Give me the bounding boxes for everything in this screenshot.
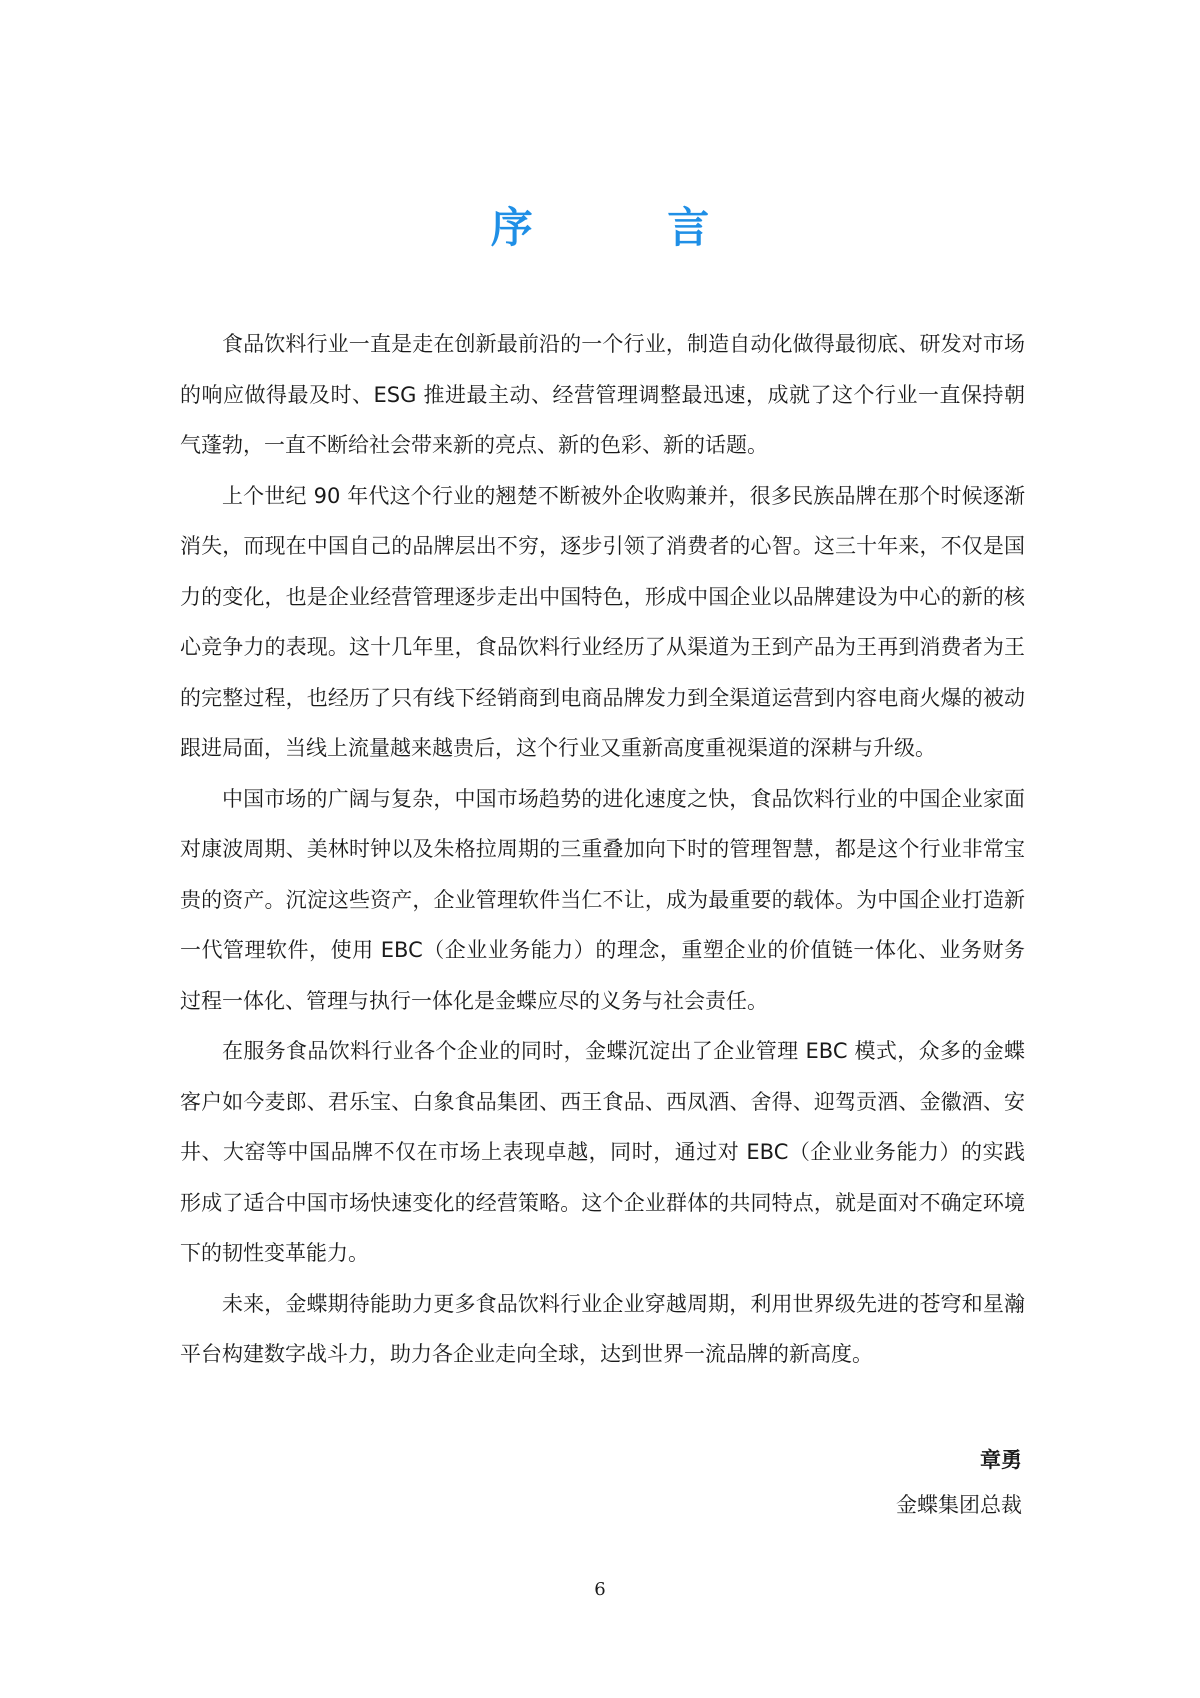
signature-name: 章勇 <box>980 1448 1022 1472</box>
paragraph: 中国市场的广阔与复杂，中国市场趋势的进化速度之快，食品饮料行业的中国企业家面对康波周期、美林时钟以及朱格拉周期的三重叠加向下时的管理智慧，都是这个行业非常宝贵的资产。沉淀这些资产，企业管理软件当仁不让，成为最重要的载体。为中国企业打造新一代管理软件，使用 EBC（企业业务能力）的理念，重塑企业的价值链一体化、业务财务过程一体化、管理与执行一体化是金蝶应尽的义务与社会责任。 <box>180 786 1025 1013</box>
paragraph: 未来，金蝶期待能助力更多食品饮料行业企业穿越周期，利用世界级先进的苍穹和星瀚平台构建数字战斗力，助力各企业走向全球，达到世界一流品牌的新高度。 <box>180 1291 1025 1366</box>
preface-body <box>180 319 1025 1380</box>
page-number: 6 <box>594 1579 606 1600</box>
signature-block <box>896 1438 1022 1528</box>
paragraph: 上个世纪 90 年代这个行业的翘楚不断被外企收购兼并，很多民族品牌在那个时候逐渐消失，而现在中国自己的品牌层出不穷，逐步引领了消费者的心智。这三十年来，不仅是国力的变化，也是企业经营管理逐步走出中国特色，形成中国企业以品牌建设为中心的新的核心竞争力的表现。这十几年里，食品饮料行业经历了从渠道为王到产品为王再到消费者为王的完整过程，也经历了只有线下经销商到电商品牌发力到全渠道运营到内容电商火爆的被动跟进局面，当线上流量越来越贵后，这个行业又重新高度重视渠道的深耕与升级。 <box>180 483 1025 760</box>
paragraph: 食品饮料行业一直是走在创新最前沿的一个行业，制造自动化做得最彻底、研发对市场的响应做得最及时、ESG 推进最主动、经营管理调整最迅速，成就了这个行业一直保持朝气蓬勃，一直不断给社会带来新的亮点、新的色彩、新的话题。 <box>180 332 1025 457</box>
page-title: 序 言 <box>490 203 770 252</box>
paragraph: 在服务食品饮料行业各个企业的同时，金蝶沉淀出了企业管理 EBC 模式，众多的金蝶客户如今麦郎、君乐宝、白象食品集团、西王食品、西凤酒、舍得、迎驾贡酒、金徽酒、安井、大窑等中国品牌不仅在市场上表现卓越，同时，通过对 EBC（企业业务能力）的实践 形成了适合中国市场快速变化的经营策略。这个企业群体的共同特点，就是面对不确定环境下的韧性变革能力。 <box>180 1039 1025 1265</box>
signature-position: 金蝶集团总裁 <box>896 1493 1022 1517</box>
